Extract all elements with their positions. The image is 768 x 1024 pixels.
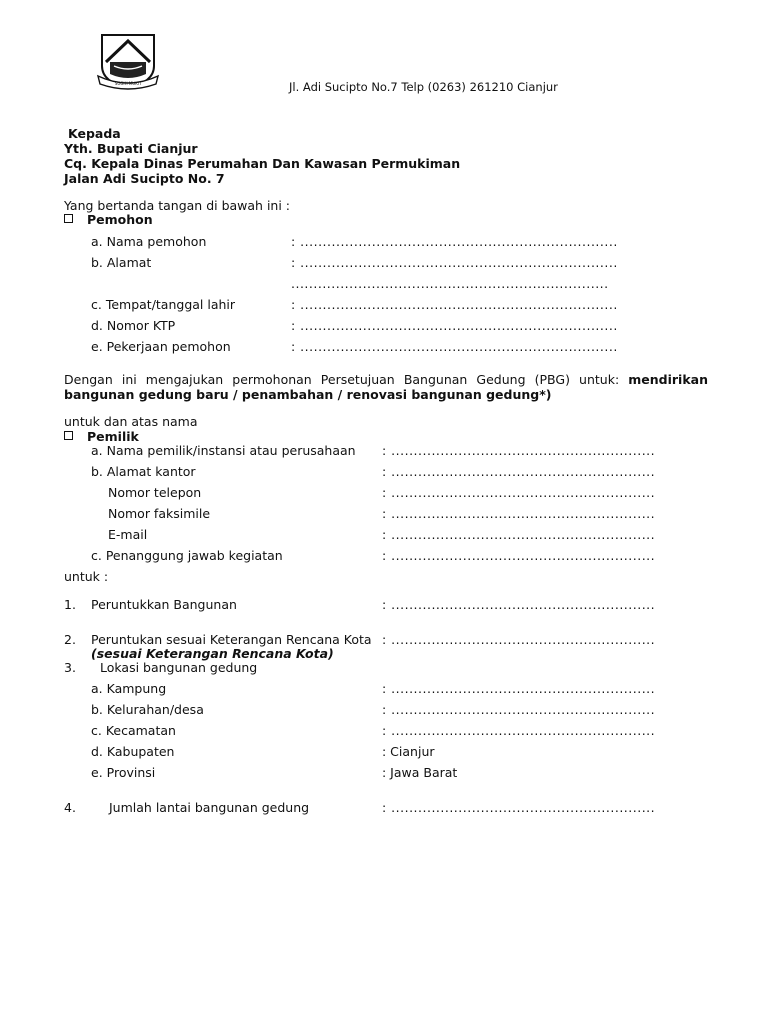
location-label-kelurahan: b. Kelurahan/desa <box>91 702 204 717</box>
owner-label-email: E-mail <box>108 527 148 542</box>
location-field-kampung[interactable]: : ........................................................... <box>382 681 656 696</box>
applicant-field-birth[interactable]: : ....................................................................... <box>291 297 618 312</box>
owner-field-phone[interactable]: : ........................................................... <box>382 485 656 500</box>
location-field-kecamatan[interactable]: : ........................................................... <box>382 723 656 738</box>
purpose-item2-label: Peruntukan sesuai Keterangan Rencana Kota <box>91 632 372 647</box>
purpose-item4-num: 4. <box>64 800 76 815</box>
applicant-field-address-line2[interactable]: ....................................................................... <box>291 276 609 291</box>
purpose-intro: untuk : <box>64 569 109 584</box>
location-value-provinsi: : Jawa Barat <box>382 765 458 780</box>
location-field-kelurahan[interactable]: : ........................................................... <box>382 702 656 717</box>
location-label-provinsi: e. Provinsi <box>91 765 156 780</box>
location-label-kampung: a. Kampung <box>91 681 167 696</box>
request-text: Dengan ini mengajukan permohonan Persetujuan Bangunan Gedung (PBG) untuk: <box>64 372 620 387</box>
owner-label-name: a. Nama pemilik/instansi atau perusahaan <box>91 443 356 458</box>
purpose-item1-num: 1. <box>64 597 76 612</box>
logo-banner-text: SUGIH MUKTI <box>114 81 142 86</box>
purpose-item2-field[interactable]: : ........................................................... <box>382 632 656 647</box>
applicant-label-address: b. Alamat <box>91 255 152 270</box>
checkbox-pemohon-icon <box>64 214 73 223</box>
recipient-name: Yth. Bupati Cianjur <box>64 141 198 156</box>
owner-intro: untuk dan atas nama <box>64 414 198 429</box>
location-label-kecamatan: c. Kecamatan <box>91 723 176 738</box>
purpose-item2-note: (sesuai Keterangan Rencana Kota) <box>91 646 334 661</box>
letterhead-address: Jl. Adi Sucipto No.7 Telp (0263) 261210 Cianjur <box>289 80 558 94</box>
applicant-field-address[interactable]: : ....................................................................... <box>291 255 618 270</box>
purpose-item1-field[interactable]: : ........................................................... <box>382 597 656 612</box>
purpose-item4-label: Jumlah lantai bangunan gedung <box>109 800 310 815</box>
applicant-field-job[interactable]: : ....................................................................... <box>291 339 618 354</box>
owner-field-name[interactable]: : ........................................................... <box>382 443 656 458</box>
applicant-label-name: a. Nama pemohon <box>91 234 207 249</box>
owner-field-office[interactable]: : ........................................................... <box>382 464 656 479</box>
owner-heading: Pemilik <box>64 429 139 444</box>
owner-field-email[interactable]: : ........................................................... <box>382 527 656 542</box>
owner-label-office: b. Alamat kantor <box>91 464 196 479</box>
applicant-label-birth: c. Tempat/tanggal lahir <box>91 297 236 312</box>
owner-label-phone: Nomor telepon <box>108 485 202 500</box>
purpose-item3-label: Lokasi bangunan gedung <box>100 660 258 675</box>
location-value-kabupaten: : Cianjur <box>382 744 435 759</box>
recipient-address: Jalan Adi Sucipto No. 7 <box>64 171 225 186</box>
applicant-field-name[interactable]: : ....................................................................... <box>291 234 618 249</box>
applicant-label-job: e. Pekerjaan pemohon <box>91 339 231 354</box>
location-label-kabupaten: d. Kabupaten <box>91 744 175 759</box>
owner-field-fax[interactable]: : ........................................................... <box>382 506 656 521</box>
purpose-item3-num: 3. <box>64 660 76 675</box>
owner-label-fax: Nomor faksimile <box>108 506 211 521</box>
regency-logo <box>96 32 160 92</box>
request-bold: mendirikan bangunan gedung baru / penambahan / renovasi bangunan gedung*) <box>64 372 708 402</box>
applicant-heading: Pemohon <box>64 212 153 227</box>
applicant-field-ktp[interactable]: : ....................................................................... <box>291 318 618 333</box>
recipient-kepada: Kepada <box>68 126 121 141</box>
owner-field-responsible[interactable]: : ........................................................... <box>382 548 656 563</box>
purpose-item2-num: 2. <box>64 632 76 647</box>
recipient-office: Cq. Kepala Dinas Perumahan Dan Kawasan Permukiman <box>64 156 461 171</box>
purpose-item4-field[interactable]: : ........................................................... <box>382 800 656 815</box>
purpose-item1-label: Peruntukkan Bangunan <box>91 597 237 612</box>
applicant-label-ktp: d. Nomor KTP <box>91 318 176 333</box>
applicant-intro: Yang bertanda tangan di bawah ini : <box>64 198 291 213</box>
checkbox-pemilik-icon <box>64 431 73 440</box>
request-paragraph <box>64 372 708 402</box>
owner-label-responsible: c. Penanggung jawab kegiatan <box>91 548 283 563</box>
